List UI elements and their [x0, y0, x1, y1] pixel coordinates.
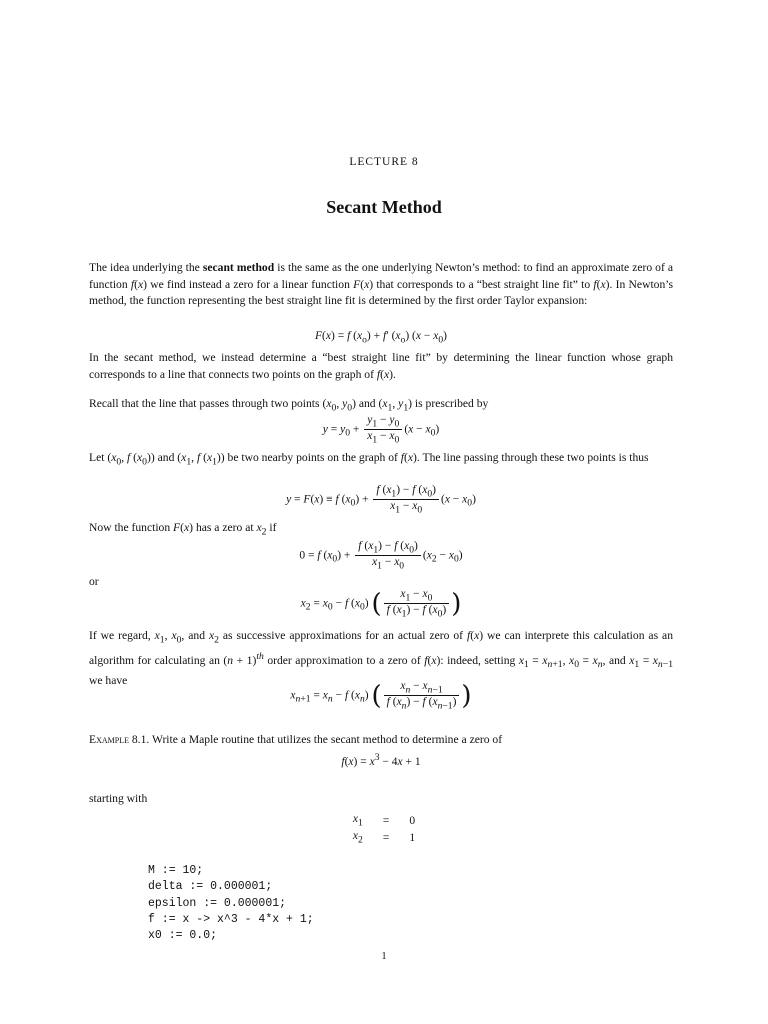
example-label: Example 8.1 — [89, 733, 147, 746]
lecture-label: LECTURE 8 — [349, 156, 419, 168]
initial-value-row: $x_1$ = 0 — [352, 813, 416, 829]
equation-secant-line: y = F(x) ≡ f $(x_0)$ + $\frac{f (x_1) - f (x_0)}{x_1 - x_0}$ $(x - x_0)$ — [286, 484, 476, 516]
equation-recurrence: $x_{n+1} = x_n - f$ $(x_n)$ ( $\frac{x_n - x_{n-1}}{f (x_n) - f (x_{n-1})}$ ) — [290, 680, 472, 712]
equation-zero: 0 = f $(x_0)$ + $\frac{f (x_1) - f (x_0)}{x_1 - x_0}$ $(x_2 - x_0)$ — [299, 540, 463, 572]
initial-values — [0, 812, 768, 847]
code-line: delta := 0.000001; — [148, 880, 273, 894]
page-number: 1 — [381, 951, 387, 962]
text-or: or — [89, 575, 99, 588]
example-statement: Example 8.1. Write a Maple routine that utilizes the secant method to determine a zero of — [89, 733, 503, 746]
paragraph-nearby-points: Let ($x_0$, f $(x_0)$) and ($x_1$, f $(x_1)$) be two nearby points on the graph of f(x). The line passing through these two points is thus — [89, 451, 649, 468]
initial-value-row: $x_2$ = 1 — [352, 830, 416, 846]
text-starting-with: starting with — [89, 792, 148, 805]
paragraph-algorithm: If we regard, $x_1$, $x_0$, and $x_2$ as successive approximations for an actual zero of f(x) we can interprete this calculation as an algorithm for calculating an $(n + 1)^{th}$ order approximation to a zero of f(x): indeed, setting $x_1 = x_{n+1}$, $x_0 = x_n$, and $x_1 = x_{n-1}$ we have — [89, 629, 674, 688]
equation-x2: $x_2 = x_0 - f$ $(x_0)$ ( $\frac{x_1 - x_0}{f (x_1) - f (x_0)}$ ) — [300, 588, 462, 620]
paragraph-zero-condition: Now the function F(x) has a zero at $x_2$ if — [89, 521, 277, 538]
equation-taylor: F(x) = f $(x_o) + f'$ $(x_o) (x - x_0)$ — [315, 330, 447, 346]
page-title: Secant Method — [326, 197, 442, 217]
paragraph-secant-idea: In the secant method, we instead determine a “best straight line fit” by determining the linear function whose graph corresponds to a line that connects two points on the graph of f(x). — [89, 351, 673, 381]
paragraph-two-points: Recall that the line that passes through two points ($x_0$, $y_0$) and ($x_1$, $y_1$) is prescribed by — [89, 397, 489, 414]
code-line: f := x -> x^3 - 4*x + 1; — [148, 912, 314, 926]
code-line: M := 10; — [148, 864, 204, 877]
code-line: x0 := 0.0; — [148, 929, 218, 943]
code-line: epsilon := 0.000001; — [148, 896, 287, 910]
equation-function: $f(x) = x^3 - 4x + 1$ — [341, 752, 421, 768]
equation-line: $y = y_0$ + $\frac{y_1 - y_0}{x_1 - x_0}$ $(x - x_0)$ — [322, 414, 440, 446]
maple-code-block — [148, 863, 314, 944]
paragraph-intro: The idea underlying the secant method is the same as the one underlying Newton’s method: to find an approximate zero of a function f(x) we find instead a zero for a linear function F(x) that corresponds to a “best straight line fit” to f(x). In Newton’s method, the function representing the best straight line fit is determined by the first order Taylor expansion: — [89, 261, 674, 307]
